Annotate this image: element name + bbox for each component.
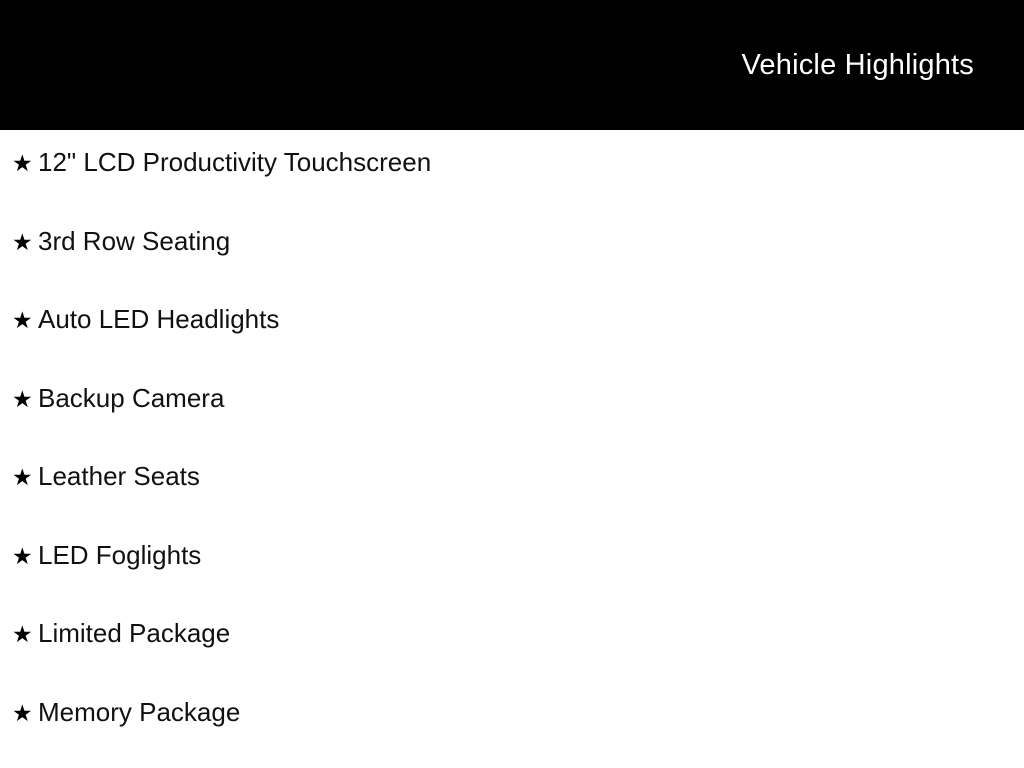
highlight-label: 3rd Row Seating — [38, 225, 231, 256]
star-icon: ★ — [12, 700, 33, 727]
star-icon: ★ — [12, 386, 33, 413]
highlight-label: Auto LED Headlights — [38, 304, 280, 334]
list-item — [0, 696, 1024, 768]
page-header — [0, 0, 1024, 130]
highlight-label: Backup Camera — [38, 382, 225, 413]
highlight-label: Limited Package — [38, 618, 231, 648]
list-item — [0, 306, 1024, 385]
star-icon: ★ — [12, 229, 33, 256]
highlight-label: LED Foglights — [38, 539, 202, 570]
vehicle-highlights-list — [0, 130, 1024, 768]
list-item — [0, 463, 1024, 542]
highlight-label: 12" LCD Productivity Touchscreen — [38, 147, 432, 177]
highlight-label: Leather Seats — [38, 461, 200, 491]
star-icon: ★ — [12, 465, 33, 491]
list-item — [0, 149, 1024, 228]
star-icon: ★ — [12, 622, 33, 648]
star-icon: ★ — [12, 151, 33, 177]
list-item — [0, 382, 1024, 464]
highlight-label: Memory Package — [38, 696, 241, 727]
star-icon: ★ — [12, 308, 33, 334]
page-title: Vehicle Highlights — [741, 48, 974, 81]
list-item — [0, 225, 1024, 307]
list-item — [0, 539, 1024, 621]
star-icon: ★ — [12, 543, 33, 570]
list-item — [0, 620, 1024, 699]
